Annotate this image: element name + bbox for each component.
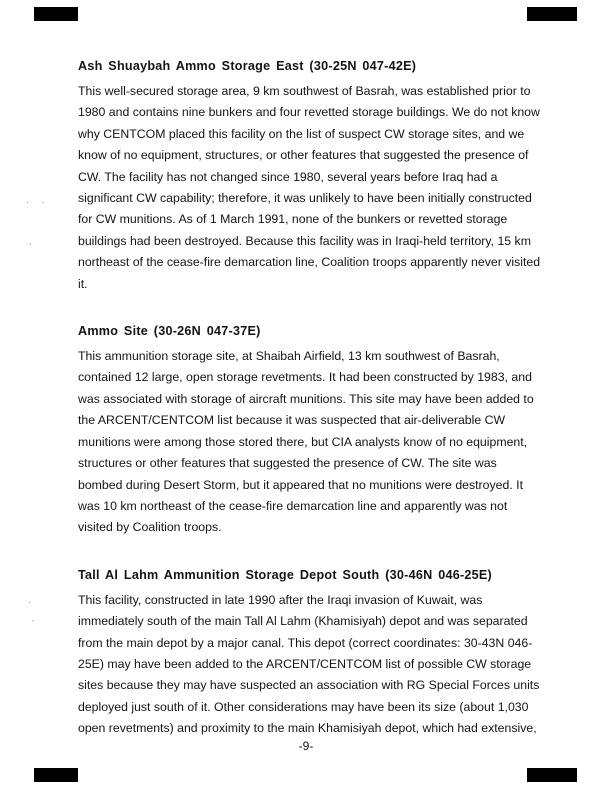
scan-artifact: . xyxy=(29,237,32,248)
document-body xyxy=(78,58,544,740)
redaction-bar-top-left xyxy=(34,7,78,21)
section-heading: Tall Al Lahm Ammunition Storage Depot South (30-46N 046-25E) xyxy=(78,567,492,582)
section-paragraph: This facility, constructed in late 1990 after the Iraqi invasion of Kuwait, was immediately south of the main Tall Al Lahm (Khamisiyah) depot and was separated from the main depot by a major canal. This depot (correct coordinates: 30-43N 046-25E) may have been added to the ARCENT/CENTCOM list of possible CW storage sites because they may have suspected an association with RG Special Forces units deployed just south of it. Other considerations may have been its size (about 1,030 open revetments) and proximity to the main Khamisiyah depot, which had extensive, xyxy=(78,592,540,736)
page-number: -9- xyxy=(298,739,314,753)
scan-artifact: . xyxy=(28,595,31,606)
section-ammo-site xyxy=(78,323,544,539)
section-paragraph: This well-secured storage area, 9 km southwest of Basrah, was established prior to 1980 and contains nine bunkers and four revetted storage buildings. We do not know why CENTCOM placed this facility on the list of suspect CW storage sites, and we know of no equipment, structures, or other features that suggested the presence of CW. The facility has not changed since 1980, several years before Iraq had a significant CW capability; therefore, it was unlikely to have been initially constructed for CW munitions. As of 1 March 1991, none of the bunkers or revetted storage buildings had been destroyed. Because this facility was in Iraqi-held territory, 15 km northeast of the cease-fire demarcation line, Coalition troops apparently never visited it. xyxy=(78,84,541,291)
redaction-bar-top-right xyxy=(527,7,577,21)
scan-artifact: ` xyxy=(31,618,38,631)
scan-artifact: . . xyxy=(26,195,50,206)
section-paragraph: This ammunition storage site, at Shaibah Airfield, 13 km southwest of Basrah, contained 12 large, open storage revetments. It had been constructed by 1983, and was associated with storage of aircraft munitions. This site may have been added to the ARCENT/CENTCOM list because it was suspected that air-deliverable CW munitions were among those stored there, but CIA analysts know of no equipment, structures or other features that suggested the presence of CW. The site was bombed during Desert Storm, but it appeared that no munitions were destroyed. It was 10 km northeast of the cease-fire demarcation line and apparently was not visited by Coalition troops. xyxy=(78,349,534,535)
section-heading: Ash Shuaybah Ammo Storage East (30-25N 047-42E) xyxy=(78,59,417,73)
section-heading: Ammo Site (30-26N 047-37E) xyxy=(78,324,261,339)
redaction-bar-bottom-left xyxy=(34,768,78,782)
redaction-bar-bottom-right xyxy=(527,768,577,782)
section-ash-shuaybah xyxy=(78,58,544,295)
section-tall-al-lahm xyxy=(78,567,544,740)
